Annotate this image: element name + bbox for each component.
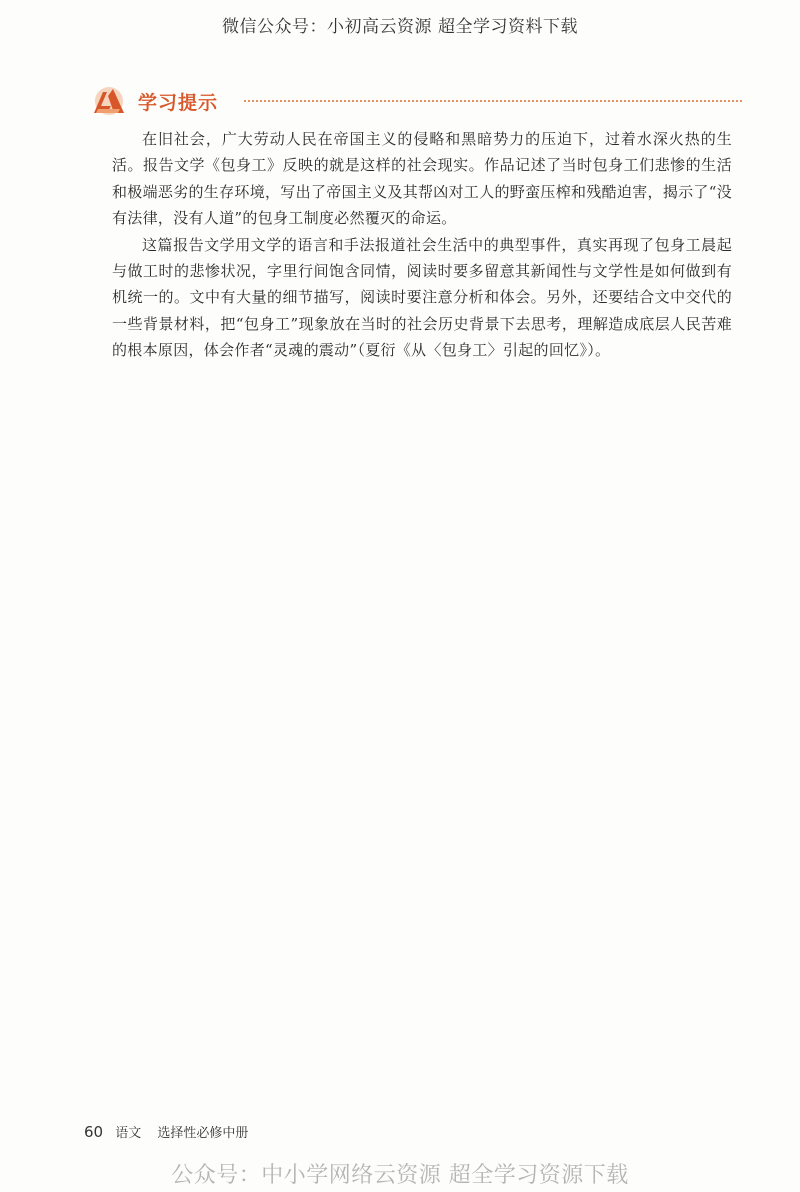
book-volume: 选择性必修中册 <box>157 1126 249 1141</box>
page-footer <box>84 1122 248 1141</box>
section-title: 学习提示 <box>138 92 219 114</box>
bottom-watermark: 公众号：中小学网络云资源 超全学习资源下载 <box>171 1163 629 1188</box>
body-text <box>112 126 732 364</box>
paragraph: 在旧社会，广大劳动人民在帝国主义的侵略和黑暗势力的压迫下，过着水深火热的生活。报告文学《包身工》反映的就是这样的社会现实。作品记述了当时包身工们悲惨的生活和极端恶劣的生存环境，写出了帝国主义及其帮凶对工人的野蛮压榨和残酷迫害，揭示了“没有法律，没有人道”的包身工制度必然覆灭的命运。 <box>112 130 732 228</box>
book-title: 语文 <box>115 1126 142 1141</box>
section-divider <box>244 100 742 102</box>
section-header <box>92 86 742 120</box>
top-watermark: 微信公众号：小初高云资源 超全学习资料下载 <box>222 17 578 37</box>
paragraph: 这篇报告文学用文学的语言和手法报道社会生活中的典型事件，真实再现了包身工晨起与做工时的悲惨状况，字里行间饱含同情，阅读时要多留意其新闻性与文学性是如何做到有机统一的。文中有大量的细节描写，阅读时要注意分析和体会。另外，还要结合文中交代的一些背景材料，把“包身工”现象放在当时的社会历史背景下去思考，理解造成底层人民苦难的根本原因，体会作者“灵魂的震动”（夏衍《从〈包身工〉引起的回忆》）。 <box>112 235 732 360</box>
page-number: 60 <box>84 1123 104 1141</box>
study-tips-icon <box>92 86 126 116</box>
